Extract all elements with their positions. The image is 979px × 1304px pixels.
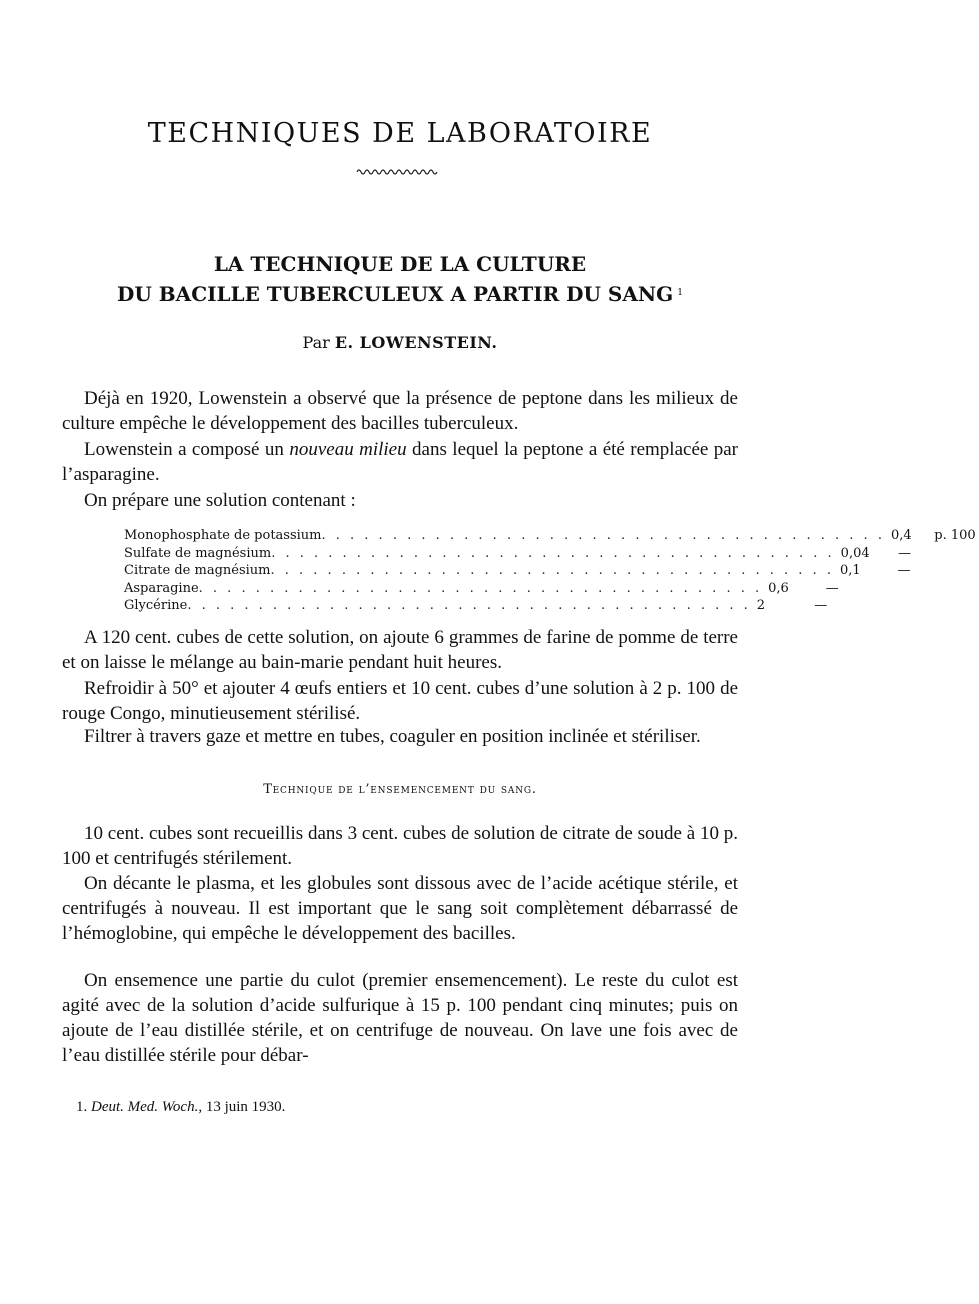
byline-author: E. LOWENSTEIN.	[334, 333, 498, 352]
footnote	[76, 1099, 285, 1116]
formula-ingredient: Citrate de magnésium	[124, 563, 271, 578]
formula-unit: p. 100	[934, 528, 976, 543]
formula-ingredient: Asparagine	[124, 580, 199, 596]
subheading	[0, 782, 800, 797]
byline-prefix: Par	[302, 333, 330, 352]
formula-row	[124, 597, 828, 615]
leader-dots: . . . . . . . . . . . . . . . . . . . . . . . . . . . . . . . . . . . . . . . .	[270, 563, 834, 578]
paragraph-2-italic: nouveau milieu	[289, 439, 407, 460]
footnote-mark: 1	[677, 288, 683, 298]
leader-dots: . . . . . . . . . . . . . . . . . . . . . . . . . . . . . . . . . . . . . . . .	[198, 580, 763, 596]
ornament-divider	[355, 166, 437, 178]
formula-unit: —	[825, 580, 839, 596]
leader-dots: . . . . . . . . . . . . . . . . . . . . . . . . . . . . . . . . . . . . . . . .	[321, 528, 885, 543]
formula-unit: —	[898, 545, 912, 561]
article-title-line-2	[0, 279, 800, 309]
byline	[0, 333, 800, 352]
leader-dots: . . . . . . . . . . . . . . . . . . . . . . . . . . . . . . . . . . . . . . . .	[187, 598, 751, 613]
article-title	[0, 250, 800, 309]
paragraph-7: 10 cent. cubes sont recueillis dans 3 cent. cubes de solution de citrate de soude à 10 p. 100 et centrifugés stérilement.	[62, 823, 738, 869]
formula-unit: —	[897, 563, 911, 578]
paragraph-8: On décante le plasma, et les globules sont dissous avec de l’acide acétique stérile, et centrifugés à nouveau. Il est important que le sang soit complètement débarrassé de l’hémoglobine, qui empêche le développement des bacilles.	[62, 873, 738, 944]
paragraph-2	[62, 437, 738, 487]
paragraph-9: On ensemence une partie du culot (premier ensemencement). Le reste du culot est agité avec de la solution d’acide sulfurique à 15 p. 100 pendant cinq minutes; puis on ajoute de l’eau distillée stérile, et on centrifuge de nouveau. On lave une fois avec de l’eau distillée stérile pour débar-	[62, 970, 738, 1066]
footnote-date: 13 juin 1930.	[205, 1099, 286, 1115]
section-title: TECHNIQUES DE LABORATOIRE	[147, 118, 653, 149]
paragraph-4: A 120 cent. cubes de cette solution, on ajoute 6 grammes de farine de pomme de terre et on laisse le mélange au bain-marie pendant huit heures.	[62, 627, 738, 673]
formula-row	[124, 562, 911, 580]
formula-unit: —	[814, 598, 828, 613]
paragraph-5: Refroidir à 50° et ajouter 4 œufs entiers et 10 cent. cubes d’une solution à 2 p. 100 de rouge Congo, minutieusement stérilisé.	[62, 678, 738, 724]
paragraph-3: On prépare une solution contenant :	[84, 490, 356, 511]
subheading-text: Technique de l’ensemencement du sang.	[263, 782, 537, 797]
formula-ingredient: Sulfate de magnésium	[124, 545, 272, 561]
formula-value: 0,04	[840, 545, 870, 561]
footnote-source: Deut. Med. Woch.,	[91, 1099, 203, 1115]
paragraph-2-start: Lowenstein a composé un	[84, 439, 290, 460]
formula-value: 0,6	[768, 580, 789, 596]
formula-value: 0,4	[890, 528, 912, 543]
paragraph-2-end: dans lequel la peptone a été remplacée par l’asparagine.	[62, 439, 739, 485]
formula-ingredient: Monophosphate de potassium	[124, 528, 322, 543]
paragraph-6: Filtrer à travers gaze et mettre en tubes, coaguler en position inclinée et stériliser.	[84, 726, 701, 747]
paragraph-1: Déjà en 1920, Lowenstein a observé que la présence de peptone dans les milieux de culture empêche le développement des bacilles tuberculeux.	[62, 388, 738, 434]
article-title-line-2-text: DU BACILLE TUBERCULEUX A PARTIR DU SANG	[117, 282, 674, 306]
formula-row	[124, 580, 839, 598]
formula-value: 2	[756, 598, 766, 613]
formula-ingredient: Glycérine	[124, 598, 188, 613]
formula-value: 0,1	[839, 563, 861, 578]
footnote-number: 1.	[76, 1099, 88, 1115]
formula-row	[124, 545, 912, 563]
leader-dots: . . . . . . . . . . . . . . . . . . . . . . . . . . . . . . . . . . . . . . . .	[271, 545, 835, 561]
article-title-line-1: LA TECHNIQUE DE LA CULTURE	[213, 252, 587, 276]
formula-table	[124, 527, 976, 615]
formula-row	[124, 527, 976, 545]
